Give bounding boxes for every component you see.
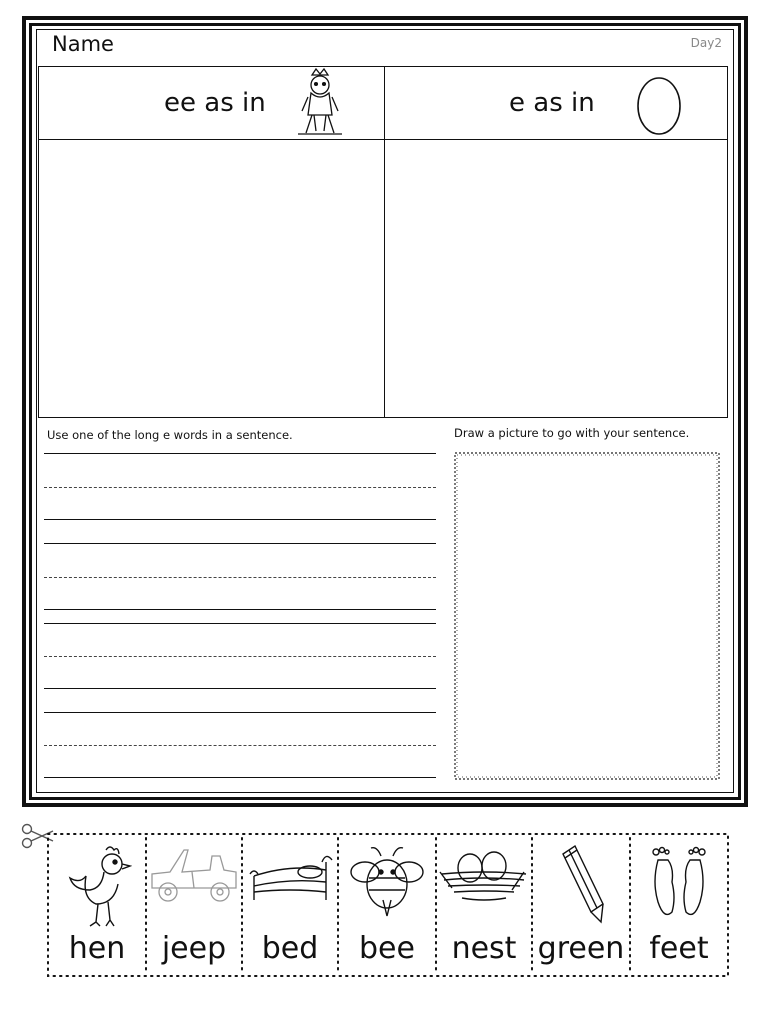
gnome-icon: [292, 67, 348, 137]
ee-column-header: ee as in: [164, 88, 266, 118]
writing-line-mid: [44, 577, 436, 578]
pencil-icon: [551, 842, 611, 926]
bed-icon: [246, 842, 334, 912]
hen-icon: [62, 842, 132, 928]
writing-line-base: [44, 609, 436, 610]
word-card-bed[interactable]: [242, 838, 338, 972]
writing-lines[interactable]: [44, 440, 436, 780]
writing-line-top: [44, 712, 436, 713]
word-card-feet[interactable]: [630, 838, 728, 972]
writing-line-base: [44, 777, 436, 778]
header-divider: [39, 139, 727, 140]
word-label: bed: [261, 931, 319, 966]
jeep-icon: [148, 842, 240, 912]
feet-icon: [644, 842, 714, 924]
word-label: green: [537, 931, 625, 966]
sentence-instruction: Use one of the long e words in a sentence.: [47, 428, 293, 442]
drawing-box[interactable]: [452, 450, 722, 782]
word-card-hen[interactable]: [48, 838, 146, 972]
word-card-green[interactable]: [532, 838, 630, 972]
e-column-header: e as in: [509, 88, 595, 118]
word-card-bee[interactable]: [338, 838, 436, 972]
writing-line-base: [44, 688, 436, 689]
word-label: nest: [451, 931, 517, 966]
word-card-nest[interactable]: [436, 838, 532, 972]
column-divider: [384, 67, 385, 417]
picture-instruction: Draw a picture to go with your sentence.: [454, 426, 690, 440]
writing-line-mid: [44, 487, 436, 488]
writing-line-top: [44, 623, 436, 624]
writing-line-mid: [44, 745, 436, 746]
nest-icon: [438, 842, 530, 912]
word-label: hen: [68, 931, 126, 966]
writing-line-top: [44, 543, 436, 544]
writing-line-base: [44, 519, 436, 520]
bee-icon: [347, 842, 427, 922]
word-label: jeep: [161, 931, 227, 966]
writing-line-mid: [44, 656, 436, 657]
day-label: Day2: [690, 36, 722, 50]
word-label: bee: [359, 931, 415, 966]
word-card-jeep[interactable]: [146, 838, 242, 972]
writing-line-top: [44, 453, 436, 454]
egg-icon: [634, 75, 684, 137]
name-label: Name: [52, 32, 114, 56]
word-label: feet: [649, 931, 709, 966]
sorting-table: [38, 66, 728, 418]
